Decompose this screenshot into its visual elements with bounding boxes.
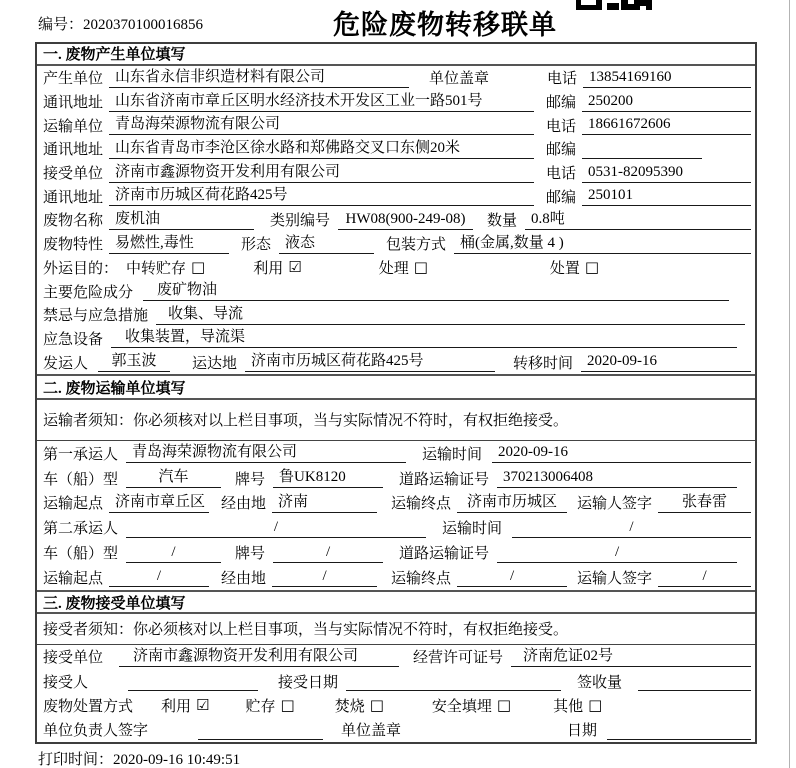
receiver-notice: 接受者须知：你必须核对以上栏目事项，当与实际情况不符时，有权拒绝接受。 [37, 614, 755, 645]
checkbox-group-other [553, 695, 602, 716]
vehicle1-row [37, 466, 755, 491]
accept-person-value [128, 671, 258, 691]
option-label: 中转贮存 [126, 260, 187, 277]
waste-name-value: 废机油 [109, 210, 254, 230]
transport-time-value: / [512, 518, 751, 538]
pack-value: 桶(金属,数量 4 ) [454, 234, 751, 254]
date-label: 日期 [567, 723, 598, 740]
transporter-address-row [37, 137, 755, 161]
checkbox-unchecked-icon: □ [280, 695, 295, 714]
dispatcher-label: 发运人 [43, 355, 89, 372]
destination-label: 运达地 [192, 355, 238, 372]
date-value [607, 720, 751, 740]
carrier2-value: / [126, 518, 426, 538]
option-label: 贮存 [245, 698, 276, 715]
producer-value: 山东省永信非织造材料有限公司 [109, 68, 409, 88]
carrier-sign-label: 运输人签字 [577, 570, 653, 587]
responsible-sign-label: 单位负责人签字 [43, 723, 149, 740]
road-license-label: 道路运输证号 [399, 546, 490, 563]
address-label: 通讯地址 [43, 95, 104, 112]
producer-address-row [37, 90, 755, 114]
receiver-address-value: 济南市历城区荷花路425号 [109, 186, 534, 206]
plate-label: 牌号 [235, 471, 266, 488]
unit-seal-label: 单位盖章 [341, 723, 402, 740]
equipment-label: 应急设备 [43, 331, 104, 348]
transfer-time-label: 转移时间 [513, 355, 574, 372]
waste-name-row [37, 208, 755, 232]
responsible-sign-value [198, 720, 323, 740]
waste-code-label: 类别编号 [270, 213, 331, 230]
serial-number [38, 13, 203, 34]
purpose-label: 外运目的： [43, 260, 119, 277]
transporter-zip [582, 139, 702, 159]
vehicle2-row [37, 540, 755, 565]
producer-phone: 13854169160 [583, 68, 751, 88]
road-license-label: 道路运输证号 [399, 471, 490, 488]
producer-row [37, 66, 755, 90]
route-end-label: 运输终点 [391, 496, 452, 513]
receiver-address-row [37, 184, 755, 208]
print-time-label: 打印时间： [38, 752, 114, 768]
vehicle-type-label: 车（船）型 [43, 546, 119, 563]
destination-value: 济南市历城区荷花路425号 [245, 352, 495, 372]
carrier1-label: 第一承运人 [43, 446, 119, 463]
checkbox-unchecked-icon: □ [413, 257, 428, 276]
hazard-value: 废矿物油 [143, 281, 729, 301]
receiver-value: 济南市鑫源物资开发利用有限公司 [109, 163, 534, 183]
carrier-sign-label: 运输人签字 [577, 496, 653, 513]
transporter-label: 运输单位 [43, 118, 104, 135]
option-label: 焚烧 [334, 698, 365, 715]
pack-label: 包装方式 [386, 237, 447, 254]
route2-row [37, 565, 755, 590]
form-value: 液态 [279, 234, 374, 254]
carrier-sign-value: 张春雷 [658, 493, 751, 513]
dispatch-row [37, 350, 755, 374]
section1-header: 一. 废物产生单位填写 [37, 44, 755, 66]
receiver-phone: 0531-82095390 [582, 163, 751, 183]
purpose-row [37, 256, 755, 280]
plate-label: 牌号 [235, 546, 266, 563]
transporter-address-value: 山东省青岛市李沧区徐水路和郑佛路交叉口东侧20米 [109, 139, 534, 159]
transfer-form [35, 42, 757, 744]
transporter-phone: 18661672606 [582, 115, 751, 135]
hazard-label: 主要危险成分 [43, 284, 134, 301]
address-label: 通讯地址 [43, 189, 104, 206]
page-title: 危险废物转移联单 [333, 10, 557, 40]
waste-props-row [37, 232, 755, 256]
accept-unit-value: 济南市鑫源物资开发利用有限公司 [119, 647, 399, 667]
serial-value: 2020370100016856 [83, 17, 204, 33]
permit-label: 经营许可证号 [413, 650, 504, 667]
carrier1-row [37, 441, 755, 466]
producer-zip: 250200 [582, 92, 751, 112]
checkbox-group-transfer-storage [126, 257, 205, 278]
route1-row [37, 491, 755, 516]
route-start-label: 运输起点 [43, 496, 104, 513]
waste-props-value: 易燃性,毒性 [109, 234, 229, 254]
transporter-row [37, 113, 755, 137]
disposal-method-label: 废物处置方式 [43, 698, 134, 715]
emergency-label: 禁忌与应急措施 [43, 308, 149, 325]
emergency-value: 收集、导流 [156, 305, 745, 325]
receiver-row [37, 161, 755, 185]
checkbox-unchecked-icon: □ [584, 257, 600, 276]
checkbox-unchecked-icon: □ [191, 257, 206, 276]
waste-qty-label: 数量 [487, 213, 518, 230]
qr-code-fragment [576, 0, 654, 11]
accept-unit-row [37, 645, 755, 669]
checkbox-unchecked-icon: □ [496, 695, 512, 714]
checkbox-group-disposal [550, 257, 599, 278]
section2-header: 二. 废物运输单位填写 [37, 374, 755, 400]
checkbox-unchecked-icon: □ [369, 695, 384, 714]
form-label: 形态 [241, 237, 272, 254]
transport-time-label: 运输时间 [442, 521, 503, 538]
equipment-row [37, 327, 755, 351]
responsible-sign-row [37, 718, 755, 742]
accept-unit-label: 接受单位 [43, 650, 104, 667]
zip-label: 邮编 [546, 189, 577, 206]
checkbox-unchecked-icon: □ [588, 695, 603, 714]
waste-code-value: HW08(900-249-08) [338, 210, 473, 230]
route-via-value: / [272, 567, 377, 587]
accept-person-row [37, 669, 755, 693]
route-start-value: / [109, 567, 209, 587]
route-start-value: 济南市章丘区 [109, 493, 209, 513]
checkbox-group-landfill [432, 695, 511, 716]
permit-value: 济南危证02号 [511, 647, 751, 667]
seal-label: 单位盖章 [429, 71, 490, 88]
equipment-value: 收集装置，导流渠 [111, 328, 737, 348]
checkbox-group-storage [245, 695, 294, 716]
checkbox-checked-icon: ☑ [196, 695, 210, 714]
transporter-notice: 运输者须知：你必须核对以上栏目事项，当与实际情况不符时，有权拒绝接受。 [37, 400, 755, 441]
zip-label: 邮编 [546, 142, 577, 159]
route-start-label: 运输起点 [43, 570, 104, 587]
phone-label: 电话 [546, 118, 577, 135]
transport-time-label: 运输时间 [422, 446, 483, 463]
road-license-value: 370213006408 [497, 468, 737, 488]
road-license-value: / [497, 543, 737, 563]
option-label: 利用 [253, 260, 284, 277]
plate-value: / [273, 543, 383, 563]
section3-header: 三. 废物接受单位填写 [37, 590, 755, 614]
print-time [38, 748, 240, 768]
accept-date-value [346, 671, 561, 691]
transporter-value: 青岛海荣源物流有限公司 [109, 115, 534, 135]
phone-label: 电话 [547, 71, 578, 88]
page-edge-line [789, 0, 790, 768]
serial-label: 编号： [38, 17, 84, 33]
receiver-zip: 250101 [582, 186, 751, 206]
receiver-label: 接受单位 [43, 166, 104, 183]
checkbox-group-reuse [253, 257, 301, 278]
option-label: 其他 [553, 698, 584, 715]
disposal-method-row [37, 693, 755, 717]
emergency-row [37, 303, 755, 327]
option-label: 处理 [378, 260, 409, 277]
checkbox-group-treatment [379, 257, 428, 278]
accept-person-label: 接受人 [43, 674, 89, 691]
checkbox-group-incineration [335, 695, 384, 716]
plate-value: 鲁UK8120 [273, 468, 383, 488]
received-qty-value [638, 671, 751, 691]
zip-label: 邮编 [546, 95, 577, 112]
route-end-value: / [457, 567, 567, 587]
checkbox-checked-icon: ☑ [288, 257, 302, 276]
print-time-value: 2020-09-16 10:49:51 [113, 752, 241, 768]
waste-qty-value: 0.8吨 [525, 210, 751, 230]
checkbox-group-reuse [161, 695, 209, 716]
carrier2-label: 第二承运人 [43, 521, 119, 538]
option-label: 安全填埋 [431, 698, 492, 715]
option-label: 利用 [161, 698, 192, 715]
vehicle-type-value: 汽车 [126, 468, 221, 488]
vehicle-type-value: / [126, 543, 221, 563]
hazard-row [37, 279, 755, 303]
dispatcher-value: 郭玉波 [98, 352, 170, 372]
waste-name-label: 废物名称 [43, 213, 104, 230]
route-via-value: 济南 [272, 493, 377, 513]
route-end-value: 济南市历城区 [457, 493, 567, 513]
vehicle-type-label: 车（船）型 [43, 471, 119, 488]
transport-time-value: 2020-09-16 [492, 443, 751, 463]
route-end-label: 运输终点 [391, 570, 452, 587]
transfer-time-value: 2020-09-16 [581, 352, 751, 372]
address-label: 通讯地址 [43, 142, 104, 159]
producer-label: 产生单位 [43, 71, 104, 88]
route-via-label: 经由地 [221, 570, 267, 587]
waste-props-label: 废物特性 [43, 237, 104, 254]
received-qty-label: 签收量 [577, 674, 623, 691]
carrier-sign-value: / [658, 567, 751, 587]
carrier2-row [37, 515, 755, 540]
option-label: 处置 [549, 260, 580, 277]
producer-address-value: 山东省济南市章丘区明水经济技术开发区工业一路501号 [109, 92, 534, 112]
phone-label: 电话 [546, 166, 577, 183]
accept-date-label: 接受日期 [278, 674, 339, 691]
carrier1-value: 青岛海荣源物流有限公司 [126, 443, 406, 463]
route-via-label: 经由地 [221, 496, 267, 513]
